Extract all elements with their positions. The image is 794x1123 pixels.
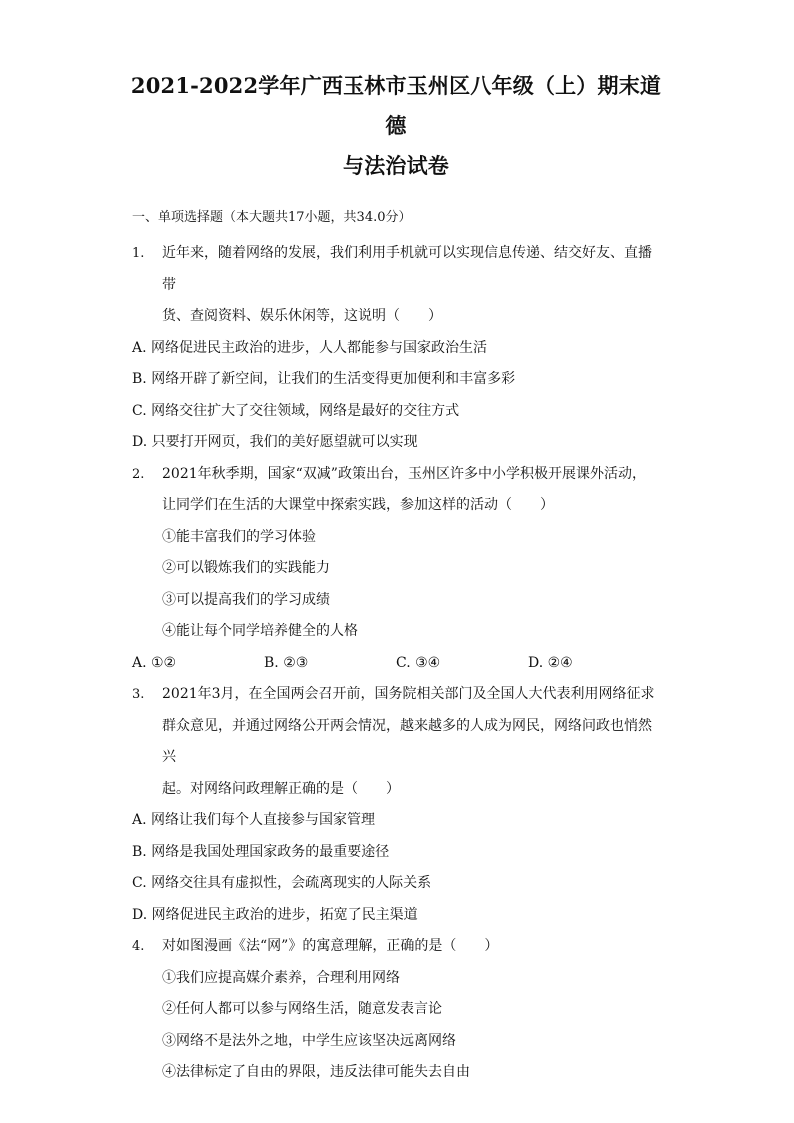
option-d: D. ②④ xyxy=(528,654,573,671)
option-c: C. 网络交往扩大了交往领域，网络是最好的交往方式 xyxy=(132,402,460,419)
option-a: A. 网络让我们每个人直接参与国家管理 xyxy=(132,812,376,828)
stem-line: 起。对网络问政理解正确的是（ ） xyxy=(162,780,400,797)
stem-line: 2021年3月，在全国两会召开前，国务院相关部门及全国人大代表利用网络征求 xyxy=(162,686,655,702)
option-a: A. 网络促进民主政治的进步，人人都能参与国家政治生活 xyxy=(132,339,488,356)
option-a: A. ①② xyxy=(132,654,177,671)
option-c: C. ③④ xyxy=(396,654,441,671)
statement-1: ①我们应提高媒介素养，合理利用网络 xyxy=(162,969,400,986)
stem-line: 群众意见，并通过网络公开两会情况，越来越多的人成为网民，网络问政也悄然兴 xyxy=(162,717,652,765)
exam-title xyxy=(124,66,668,186)
question-2 xyxy=(132,459,660,680)
section-heading: 一、单项选择题（本大题共17小题，共34.0分） xyxy=(132,210,412,225)
option-d: D. 网络促进民主政治的进步，拓宽了民主渠道 xyxy=(132,906,418,923)
question-number: 3. xyxy=(132,687,145,702)
question-4 xyxy=(132,931,660,1089)
stem-line: 近年来，随着网络的发展，我们利用手机就可以实现信息传递、结交好友、直播带 xyxy=(162,245,652,293)
question-number: 1. xyxy=(132,246,145,261)
option-b: B. ②③ xyxy=(264,654,309,671)
stem-line: 货、查阅资料、娱乐休闲等，这说明（ ） xyxy=(162,308,442,324)
question-number: 2. xyxy=(132,466,145,482)
question-stem xyxy=(132,679,660,805)
option-b: B. 网络开辟了新空间，让我们的生活变得更加便利和丰富多彩 xyxy=(132,371,516,387)
statement-1: ①能丰富我们的学习体验 xyxy=(162,528,316,545)
question-stem xyxy=(132,459,660,522)
statement-3: ③网络不是法外之地，中学生应该坚决远离网络 xyxy=(162,1032,456,1049)
option-c: C. 网络交往具有虚拟性，会疏离现实的人际关系 xyxy=(132,875,432,891)
question-number: 4. xyxy=(132,939,145,954)
question-3 xyxy=(132,679,660,931)
exam-title-line-2: 与法治试卷 xyxy=(343,153,449,178)
stem-line: 2021年秋季期，国家“双减”政策出台，玉州区许多中小学积极开展课外活动， xyxy=(162,465,646,482)
option-b: B. 网络是我国处理国家政务的最重要途径 xyxy=(132,843,390,860)
question-stem xyxy=(132,238,660,333)
statement-2: ②可以锻炼我们的实践能力 xyxy=(162,560,330,576)
statement-4: ④能让每个同学培养健全的人格 xyxy=(162,623,358,639)
inline-options xyxy=(132,648,660,680)
exam-title-line-1: 2021-2022学年广西玉林市玉州区八年级（上）期末道德 xyxy=(130,73,662,138)
statement-3: ③可以提高我们的学习成绩 xyxy=(162,591,330,608)
statement-2: ②任何人都可以参与网络生活，随意发表言论 xyxy=(162,1001,442,1017)
option-d: D. 只要打开网页，我们的美好愿望就可以实现 xyxy=(132,434,418,450)
statement-4: ④法律标定了自由的界限，违反法律可能失去自由 xyxy=(162,1064,470,1080)
stem-line: 让同学们在生活的大课堂中探索实践，参加这样的活动（ ） xyxy=(162,497,554,513)
stem-line: 对如图漫画《法“网”》的寓意理解，正确的是（ ） xyxy=(162,938,499,954)
question-stem xyxy=(132,931,660,963)
question-1 xyxy=(132,238,660,459)
